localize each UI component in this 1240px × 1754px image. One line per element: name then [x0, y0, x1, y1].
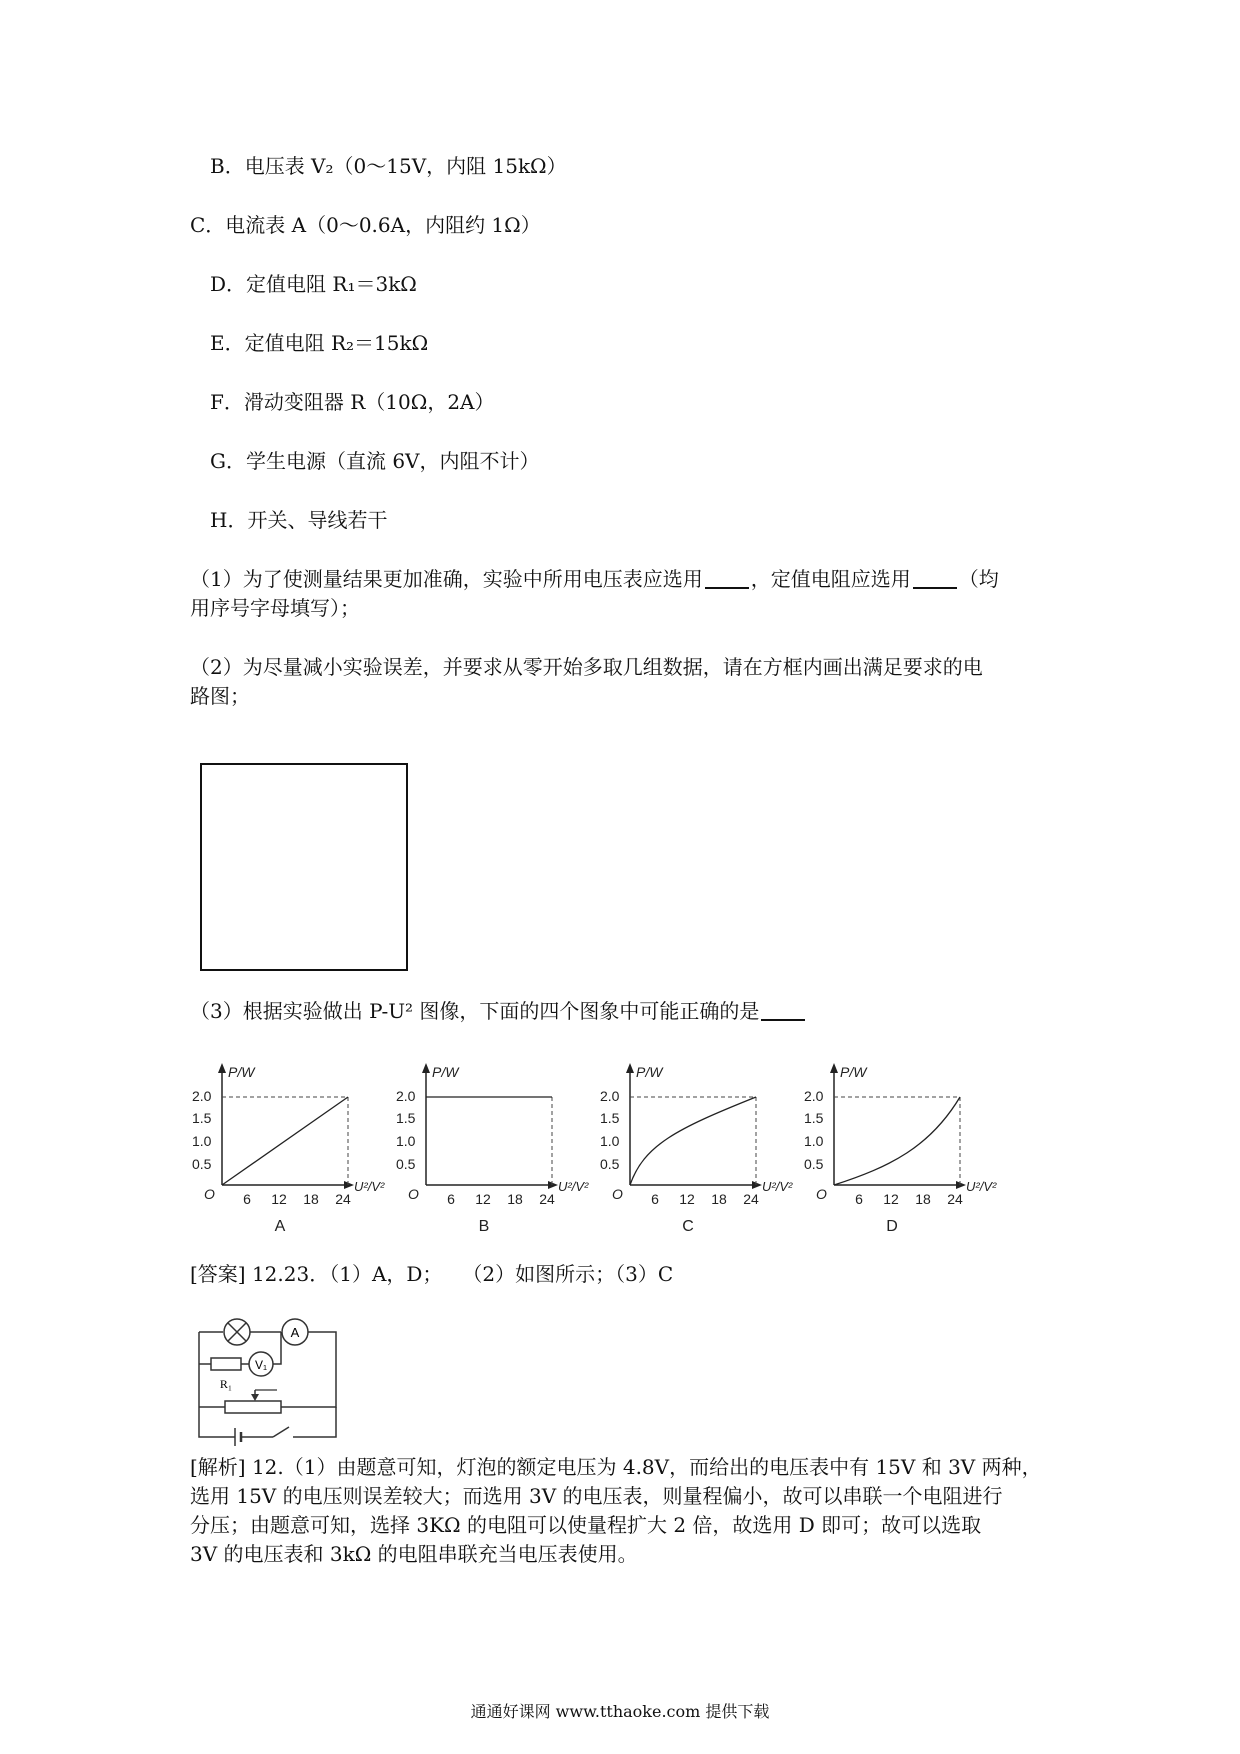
- y-tick: 1.0: [192, 1133, 212, 1149]
- analysis-line-3: 分压；由题意可知，选择 3KΩ 的电阻可以使量程扩大 2 倍，故选用 D 即可；故可以选取: [190, 1513, 982, 1537]
- curve-convex: [834, 1097, 960, 1185]
- x-axis-label: U²/V²: [762, 1179, 793, 1194]
- y-tick: 2.0: [600, 1088, 620, 1104]
- graph-caption: D: [886, 1218, 898, 1235]
- option-c: C．电流表 A（0～0.6A，内阻约 1Ω）: [190, 213, 541, 237]
- graph-c: [596, 1057, 811, 1237]
- y-tick: 1.5: [396, 1110, 416, 1126]
- x-tick: 12: [883, 1191, 899, 1207]
- question-3: [190, 997, 807, 1025]
- graph-caption: C: [682, 1218, 694, 1235]
- answer-blank-graph[interactable]: [761, 999, 805, 1021]
- x-axis-label: U²/V²: [558, 1179, 589, 1194]
- graph-caption: B: [478, 1218, 490, 1235]
- x-axis-label: U²/V²: [354, 1179, 385, 1194]
- graph-a: [188, 1057, 403, 1237]
- y-tick: 1.5: [804, 1110, 824, 1126]
- question-1-line-2: 用序号字母填写）；: [190, 596, 360, 620]
- question-1-text-a: （1）为了使测量结果更加准确，实验中所用电压表应选用: [190, 567, 703, 591]
- option-h: H．开关、导线若干: [210, 508, 388, 532]
- y-axis-label: P/W: [840, 1064, 867, 1080]
- y-tick: 1.5: [600, 1110, 620, 1126]
- origin-label: O: [204, 1186, 215, 1202]
- origin-label: O: [816, 1186, 827, 1202]
- y-axis-label: P/W: [636, 1064, 663, 1080]
- analysis-line-1: [解析] 12.（1）由题意可知，灯泡的额定电压为 4.8V，而给出的电压表中有 15V 和 3V 两种，: [190, 1455, 1042, 1479]
- x-tick: 18: [711, 1191, 727, 1207]
- y-tick: 2.0: [804, 1088, 824, 1104]
- resistor-r1-icon: [211, 1358, 241, 1370]
- question-2-line-1: （2）为尽量减小实验误差，并要求从零开始多取几组数据，请在方框内画出满足要求的电: [190, 655, 983, 679]
- x-tick: 24: [743, 1191, 759, 1207]
- option-d: D．定值电阻 R₁＝3kΩ: [210, 272, 417, 296]
- x-tick: 24: [947, 1191, 963, 1207]
- answer-blank-voltmeter[interactable]: [705, 567, 749, 589]
- x-tick: 6: [447, 1191, 455, 1207]
- y-tick: 1.5: [192, 1110, 212, 1126]
- analysis-line-2: 选用 15V 的电压则误差较大；而选用 3V 的电压表，则量程偏小，故可以串联一个电阻进行: [190, 1484, 1003, 1508]
- ammeter-label: A: [290, 1325, 300, 1340]
- x-tick: 12: [475, 1191, 491, 1207]
- origin-label: O: [408, 1186, 419, 1202]
- option-f: F．滑动变阻器 R（10Ω，2A）: [210, 390, 495, 414]
- rheostat-icon: [225, 1401, 281, 1413]
- x-tick: 24: [539, 1191, 555, 1207]
- question-3-text: （3）根据实验做出 P-U² 图像，下面的四个图象中可能正确的是: [190, 999, 760, 1023]
- switch-icon: [273, 1427, 289, 1437]
- answer-line: [答案] 12.23．（1）A，D； （2）如图所示；（3）C: [190, 1262, 674, 1286]
- circuit-drawing-box[interactable]: [200, 763, 408, 971]
- x-tick: 6: [855, 1191, 863, 1207]
- option-g: G．学生电源（直流 6V，内阻不计）: [210, 449, 540, 473]
- y-tick: 0.5: [192, 1156, 212, 1172]
- graph-d: [800, 1057, 1015, 1237]
- y-tick: 0.5: [600, 1156, 620, 1172]
- x-tick: 12: [679, 1191, 695, 1207]
- voltmeter-label: V₁: [254, 1358, 268, 1372]
- graph-caption: A: [274, 1218, 286, 1235]
- x-tick: 24: [335, 1191, 351, 1207]
- question-1-text-b: ，定值电阻应选用: [750, 567, 911, 591]
- origin-label: O: [612, 1186, 623, 1202]
- option-e: E．定值电阻 R₂＝15kΩ: [210, 331, 429, 355]
- y-tick: 1.0: [396, 1133, 416, 1149]
- y-tick: 2.0: [396, 1088, 416, 1104]
- question-1-text-c: （均: [958, 567, 999, 591]
- x-tick: 6: [243, 1191, 251, 1207]
- page-footer: 通通好课网 www.tthaoke.com 提供下载: [470, 1702, 770, 1721]
- x-tick: 18: [303, 1191, 319, 1207]
- x-axis-label: U²/V²: [966, 1179, 997, 1194]
- answer-blank-resistor[interactable]: [913, 567, 957, 589]
- y-axis-label: P/W: [432, 1064, 459, 1080]
- y-tick: 0.5: [396, 1156, 416, 1172]
- question-1-line-1: [190, 565, 999, 593]
- question-2-line-2: 路图；: [190, 684, 250, 708]
- circuit-diagram: [193, 1302, 353, 1452]
- curve-concave: [630, 1097, 756, 1185]
- x-tick: 18: [915, 1191, 931, 1207]
- analysis-line-4: 3V 的电压表和 3kΩ 的电阻串联充当电压表使用。: [190, 1542, 638, 1566]
- x-tick: 6: [651, 1191, 659, 1207]
- x-tick: 18: [507, 1191, 523, 1207]
- y-tick: 1.0: [600, 1133, 620, 1149]
- y-tick: 0.5: [804, 1156, 824, 1172]
- option-b: B．电压表 V₂（0～15V，内阻 15kΩ）: [210, 154, 567, 178]
- y-tick: 2.0: [192, 1088, 212, 1104]
- resistor-label: R₁: [219, 1377, 233, 1391]
- curve-linear: [222, 1097, 348, 1185]
- y-axis-label: P/W: [228, 1064, 255, 1080]
- x-tick: 12: [271, 1191, 287, 1207]
- graph-b: [392, 1057, 607, 1237]
- y-tick: 1.0: [804, 1133, 824, 1149]
